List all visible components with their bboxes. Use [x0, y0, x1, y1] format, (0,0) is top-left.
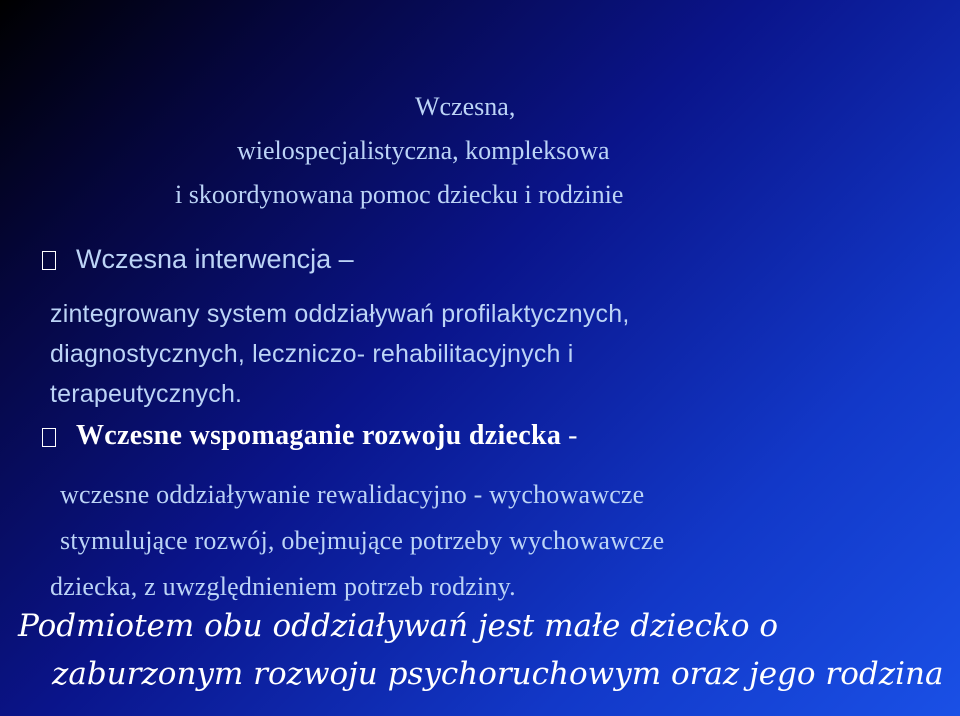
body-line: terapeutycznych.	[50, 380, 243, 408]
body-line: stymulujące rozwój, obejmujące potrzeby wychowawcze	[60, 526, 665, 555]
body-line: wczesne oddziaływanie rewalidacyjno - wychowawcze	[60, 480, 645, 509]
body-line: dziecka, z uwzględnieniem potrzeb rodziny.	[50, 572, 516, 601]
title-line-3: i skoordynowana pomoc dziecku i rodzinie	[175, 180, 624, 209]
emphasis-line-2: zaburzonym rozwoju psychoruchowym oraz jego rodzina	[52, 656, 944, 692]
bullet-heading: Wczesna interwencja –	[76, 244, 354, 274]
title-line-1: Wczesna,	[415, 92, 516, 121]
bullet-2-body	[50, 472, 664, 610]
body-line: zintegrowany system oddziaływań profilaktycznych,	[50, 300, 630, 328]
bullet-box-icon	[42, 251, 56, 270]
slide-title	[0, 85, 960, 217]
bullet-1-body	[50, 294, 630, 414]
bullet-dash: -	[561, 420, 578, 451]
bullet-box-icon	[42, 428, 56, 447]
body-line: diagnostycznych, leczniczo- rehabilitacyjnych i	[50, 340, 574, 368]
bullet-heading: Wczesne wspomaganie rozwoju dziecka	[76, 420, 562, 451]
emphasis-line-1: Podmiotem obu oddziaływań jest małe dziecko o	[18, 608, 779, 644]
bullet-wczesne-wspomaganie	[42, 420, 577, 452]
title-line-2: wielospecjalistyczna, kompleksowa	[237, 136, 610, 165]
emphasis-statement	[18, 602, 948, 698]
bullet-wczesna-interwencja	[42, 244, 354, 275]
